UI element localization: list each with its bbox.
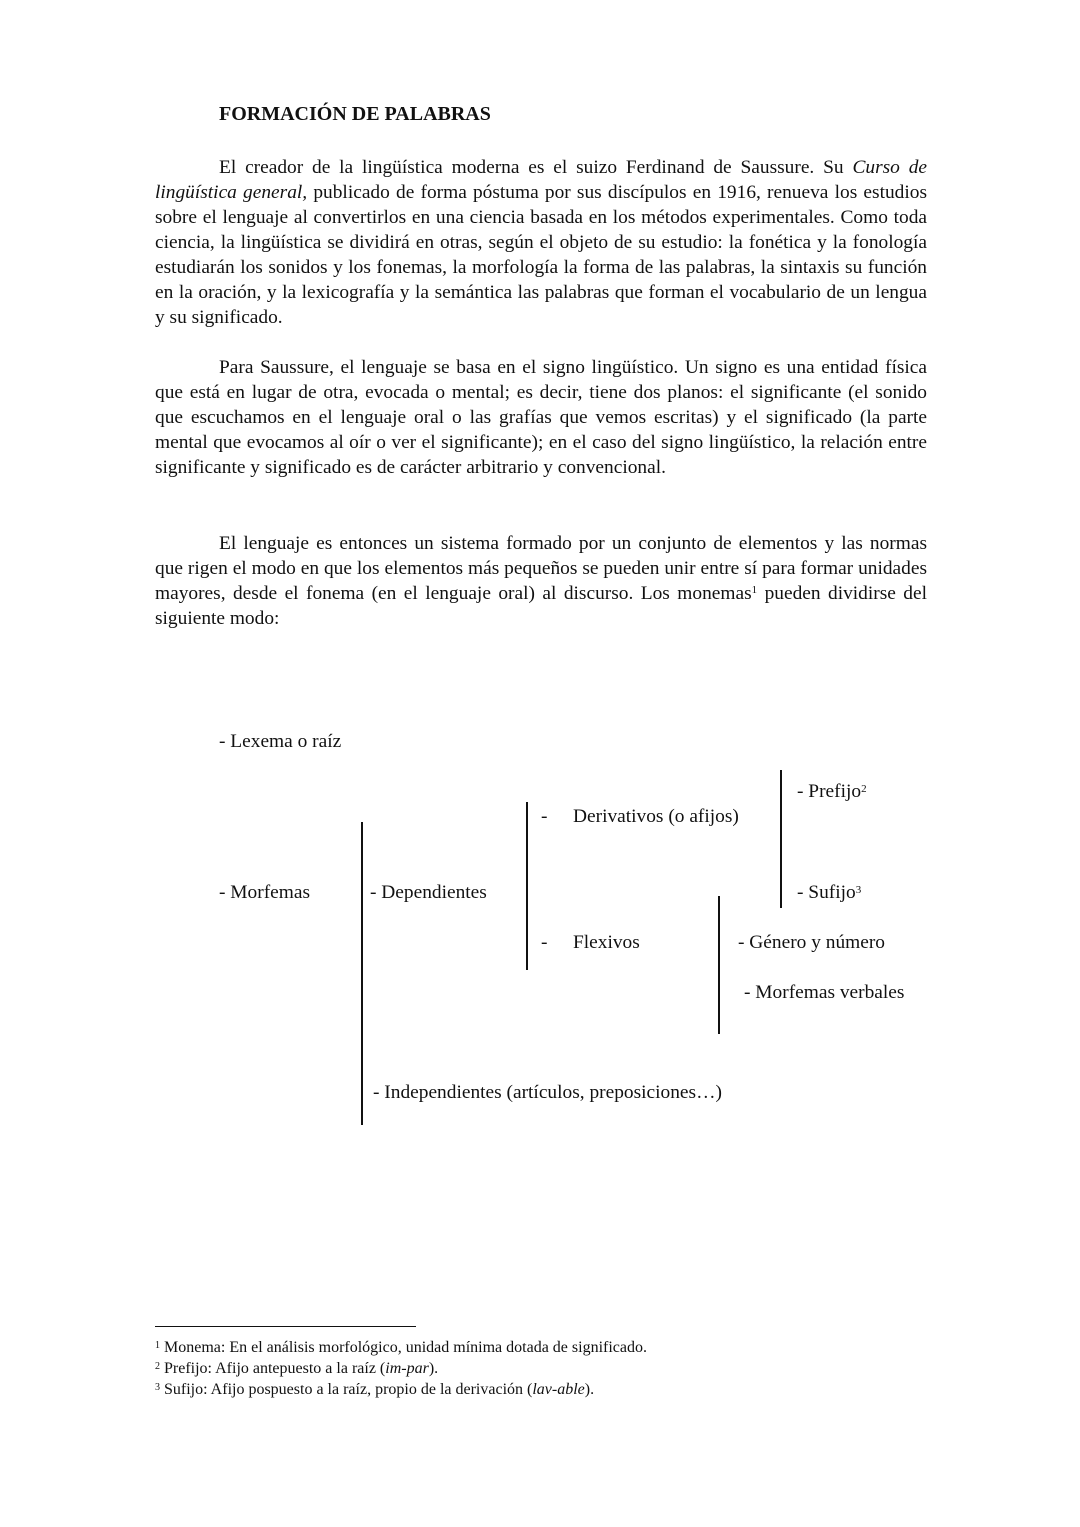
flexivos-dash: - — [541, 932, 548, 953]
derivativos-label: Derivativos (o afijos) — [573, 806, 739, 827]
example: im-par — [385, 1360, 429, 1377]
footnote-2 — [155, 1358, 438, 1379]
lexema-label: - Lexema o raíz — [219, 731, 342, 752]
paragraph-signo: Para Saussure, el lenguaje se basa en el signo lingüístico. Un signo es una entidad física que está en lugar de otra, evocada o mental; es decir, tiene dos planos: el significante (el sonido que escuchamos en el lenguaje oral o las grafías que vemos escritas) y el significado (la parte mental que evocamos al oír o ver el significante); en el caso del signo lingüístico, la relación entre significante y significado es de carácter arbitrario y convencional. — [155, 357, 927, 478]
bracket-line-dependientes — [526, 802, 528, 970]
book-title: Curso de lingüística general, — [155, 157, 927, 203]
text: - Sufijo — [797, 882, 856, 903]
footnote-1 — [155, 1337, 647, 1358]
genero-numero-label: - Género y número — [738, 932, 885, 953]
morfemas-verbales-label: - Morfemas verbales — [744, 982, 905, 1003]
text: Sufijo: Afijo pospuesto a la raíz, propio de la derivación ( — [164, 1381, 533, 1398]
text: pueden dividirse del siguiente modo: — [155, 583, 927, 629]
footnote-ref: 2 — [861, 783, 867, 795]
text: El lenguaje es entonces un sistema formado por un conjunto de elementos y las normas que rigen el modo en que los elementos más pequeños se pueden unir entre sí para formar unidades mayores, desde el fonema (en el lenguaje oral) al discurso. Los monemas — [155, 533, 927, 604]
bracket-line-derivativos — [780, 770, 782, 908]
flexivos-label: Flexivos — [573, 932, 640, 953]
paragraph-saussure-intro — [155, 155, 927, 330]
text: - Prefijo — [797, 781, 862, 802]
text: ). — [584, 1381, 595, 1398]
footnote-3 — [155, 1379, 594, 1400]
footnote-number: 3 — [155, 1382, 160, 1393]
bracket-line-morfemas — [361, 822, 363, 1125]
example: lav-able — [532, 1381, 585, 1398]
footnote-number: 1 — [155, 1340, 160, 1351]
dependientes-label: - Dependientes — [370, 882, 487, 903]
prefijo-label — [797, 780, 867, 804]
text: El creador de la lingüística moderna es el suizo Ferdinand de Saussure. Su — [219, 157, 853, 178]
footnote-ref: 1 — [751, 584, 758, 596]
text: publicado de forma póstuma por sus discípulos en 1916, renueva los estudios sobre el lenguaje al convertirlos en una ciencia basada en los métodos experimentales. Como toda ciencia, la lingüística se dividirá en otras, según el objeto de su estudio: la fonética y la fonología estudiarán los sonidos y los fonemas, la morfología la forma de las palabras, la sintaxis su función en la oración, y la lexicografía y la semántica las palabras que forman el vocabulario de un lengua y su significado. — [155, 182, 927, 328]
footnote-ref: 3 — [855, 884, 862, 896]
morfemas-label: - Morfemas — [219, 882, 310, 903]
footnote-number: 2 — [155, 1361, 160, 1372]
bracket-line-flexivos — [718, 896, 720, 1034]
derivativos-dash: - — [541, 806, 548, 827]
page-title: FORMACIÓN DE PALABRAS — [219, 103, 491, 125]
paragraph-sistema — [155, 531, 927, 631]
independientes-label: - Independientes (artículos, preposiciones…) — [373, 1082, 722, 1103]
footnote-separator — [155, 1326, 416, 1327]
text: Monema: En el análisis morfológico, unidad mínima dotada de significado. — [164, 1339, 647, 1356]
text: ). — [428, 1360, 439, 1377]
sufijo-label — [797, 881, 861, 905]
text: Prefijo: Afijo antepuesto a la raíz ( — [164, 1360, 386, 1377]
